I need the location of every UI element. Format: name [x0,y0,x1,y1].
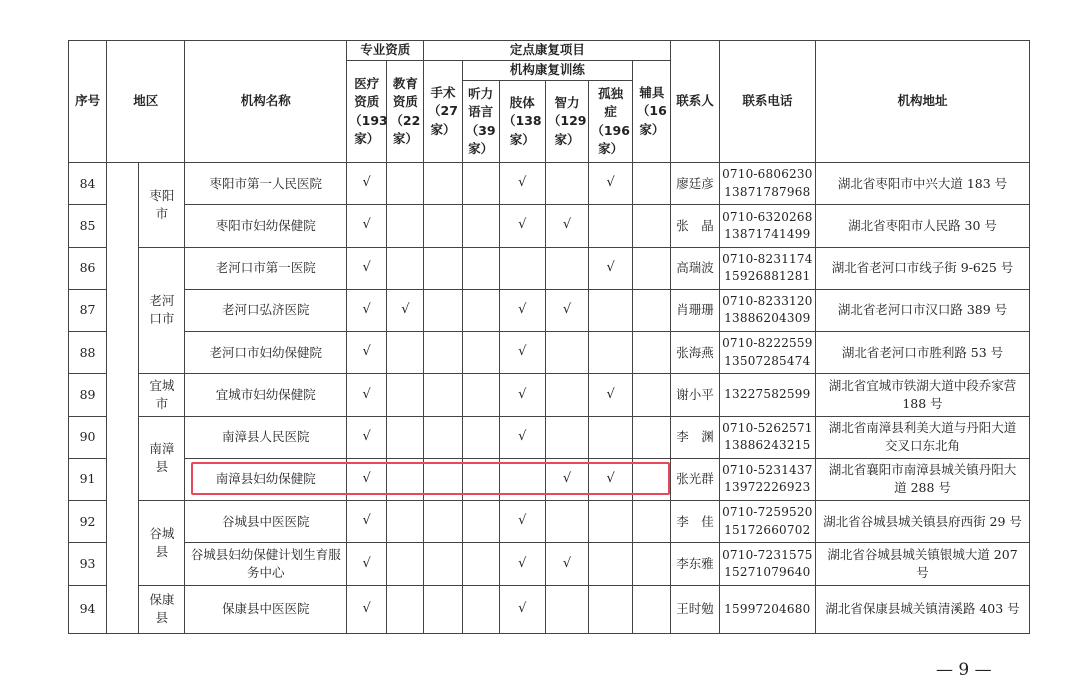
intel-cell [545,247,588,289]
header-aids: 辅具 （16 家） [633,61,671,163]
edu-qual-cell [387,205,424,247]
hearing-cell [462,374,499,416]
contact-name: 李 佳 [671,501,719,543]
med-qual-cell: √ [347,289,387,331]
limb-cell: √ [499,205,545,247]
limb-cell: √ [499,543,545,585]
aids-cell [633,163,671,205]
contact-name: 张海燕 [671,332,719,374]
header-phone: 联系电话 [719,41,815,163]
intel-cell [545,332,588,374]
limb-cell: √ [499,501,545,543]
med-qual-cell: √ [347,374,387,416]
header-med-qual: 医疗 资质 （193 家） [347,61,387,163]
med-qual-cell: √ [347,332,387,374]
med-qual-cell: √ [347,416,387,458]
row-seq: 85 [69,205,107,247]
limb-cell [499,247,545,289]
region-cell: 老河 口市 [139,247,185,374]
header-seq: 序号 [69,41,107,163]
page-number: — 9 — [936,660,992,680]
contact-phone: 0710-8222559 13507285474 [719,332,815,374]
autism-cell [589,289,633,331]
org-name: 宜城市妇幼保健院 [185,374,347,416]
table-row [69,332,1030,374]
surgery-cell [424,332,462,374]
row-seq: 93 [69,543,107,585]
autism-cell: √ [589,247,633,289]
header-surgery: 手术 （27 家） [424,61,462,163]
contact-phone: 0710-7231575 15271079640 [719,543,815,585]
org-address: 湖北省宜城市铁湖大道中段乔家营 188 号 [816,374,1030,416]
table-row [69,163,1030,205]
row-seq: 91 [69,458,107,500]
contact-name: 张光群 [671,458,719,500]
region-cell: 谷城 县 [139,501,185,586]
row-seq: 88 [69,332,107,374]
org-address: 湖北省老河口市线子街 9-625 号 [816,247,1030,289]
med-qual-cell: √ [347,501,387,543]
org-name: 保康县中医医院 [185,585,347,633]
edu-qual-cell [387,332,424,374]
contact-phone: 0710-6320268 13871741499 [719,205,815,247]
contact-phone: 15997204680 [719,585,815,633]
hearing-cell [462,205,499,247]
org-address: 湖北省保康县城关镇清溪路 403 号 [816,585,1030,633]
edu-qual-cell [387,585,424,633]
header-qual-group: 专业资质 [347,41,424,61]
intel-cell: √ [545,205,588,247]
autism-cell [589,501,633,543]
region-cell: 南漳 县 [139,416,185,501]
table-row [69,585,1030,633]
org-address: 湖北省谷城县城关镇银城大道 207 号 [816,543,1030,585]
surgery-cell [424,289,462,331]
aids-cell [633,416,671,458]
org-name: 南漳县妇幼保健院 [185,458,347,500]
hearing-cell [462,163,499,205]
highlight-box [191,462,670,495]
limb-cell: √ [499,289,545,331]
autism-cell: √ [589,458,633,500]
contact-phone: 0710-6806230 13871787968 [719,163,815,205]
row-seq: 86 [69,247,107,289]
table-row [69,416,1030,458]
autism-cell: √ [589,374,633,416]
region-cell: 宜城 市 [139,374,185,416]
header-org-name: 机构名称 [185,41,347,163]
table-row [69,543,1030,585]
table-row [69,205,1030,247]
autism-cell [589,332,633,374]
org-address: 湖北省南漳县利美大道与丹阳大道 交叉口东北角 [816,416,1030,458]
table-body [69,163,1030,634]
header-autism: 孤独 症 （196 家） [589,81,633,163]
row-seq: 92 [69,501,107,543]
limb-cell: √ [499,163,545,205]
surgery-cell [424,543,462,585]
table-row [69,501,1030,543]
surgery-cell [424,163,462,205]
region-cell: 保康 县 [139,585,185,633]
surgery-cell [424,416,462,458]
aids-cell [633,543,671,585]
intel-cell [545,416,588,458]
contact-name: 李东雅 [671,543,719,585]
med-qual-cell: √ [347,543,387,585]
contact-phone: 0710-8233120 13886204309 [719,289,815,331]
contact-phone: 0710-8231174 15926881281 [719,247,815,289]
intel-cell [545,585,588,633]
aids-cell [633,585,671,633]
autism-cell [589,543,633,585]
header-rehab-group: 定点康复项目 [424,41,671,61]
contact-name: 肖珊珊 [671,289,719,331]
header-region: 地区 [107,41,185,163]
hearing-cell [462,543,499,585]
contact-name: 廖廷彦 [671,163,719,205]
limb-cell: √ [499,374,545,416]
edu-qual-cell [387,416,424,458]
edu-qual-cell [387,543,424,585]
hearing-cell [462,289,499,331]
region-cell: 枣阳 市 [139,163,185,248]
limb-cell: √ [499,332,545,374]
hearing-cell [462,247,499,289]
edu-qual-cell [387,163,424,205]
table-row [69,374,1030,416]
intel-cell: √ [545,458,588,500]
org-address: 湖北省谷城县城关镇县府西街 29 号 [816,501,1030,543]
row-seq: 87 [69,289,107,331]
med-qual-cell: √ [347,163,387,205]
aids-cell [633,374,671,416]
surgery-cell [424,374,462,416]
contact-phone: 0710-7259520 15172660702 [719,501,815,543]
contact-name: 李 渊 [671,416,719,458]
org-name: 南漳县人民医院 [185,416,347,458]
hearing-cell [462,501,499,543]
table-row [69,247,1030,289]
autism-cell: √ [589,163,633,205]
org-address: 湖北省枣阳市中兴大道 183 号 [816,163,1030,205]
aids-cell [633,332,671,374]
org-address: 湖北省老河口市胜利路 53 号 [816,332,1030,374]
row-seq: 84 [69,163,107,205]
edu-qual-cell [387,374,424,416]
autism-cell [589,416,633,458]
org-name: 谷城县中医医院 [185,501,347,543]
intel-cell [545,374,588,416]
limb-cell: √ [499,416,545,458]
aids-cell [633,501,671,543]
contact-name: 谢小平 [671,374,719,416]
med-qual-cell: √ [347,585,387,633]
aids-cell [633,205,671,247]
intel-cell [545,501,588,543]
org-address: 湖北省襄阳市南漳县城关镇丹阳大 道 288 号 [816,458,1030,500]
institution-table [68,40,1030,634]
contact-phone: 0710-5262571 13886243215 [719,416,815,458]
contact-name: 张 晶 [671,205,719,247]
row-seq: 89 [69,374,107,416]
org-name: 老河口弘济医院 [185,289,347,331]
header-limb: 肢体 （138 家） [499,81,545,163]
hearing-cell [462,332,499,374]
org-name: 谷城县妇幼保健计划生育服 务中心 [185,543,347,585]
intel-cell [545,163,588,205]
autism-cell [589,585,633,633]
aids-cell [633,247,671,289]
org-name: 枣阳市妇幼保健院 [185,205,347,247]
header-edu-qual: 教育 资质 （22 家） [387,61,424,163]
hearing-cell [462,585,499,633]
org-address: 湖北省老河口市汉口路 389 号 [816,289,1030,331]
edu-qual-cell [387,247,424,289]
med-qual-cell: √ [347,247,387,289]
surgery-cell [424,205,462,247]
contact-name: 高瑞波 [671,247,719,289]
row-seq: 90 [69,416,107,458]
contact-phone: 13227582599 [719,374,815,416]
org-name: 老河口市妇幼保健院 [185,332,347,374]
edu-qual-cell [387,501,424,543]
med-qual-cell: √ [347,458,387,500]
limb-cell: √ [499,585,545,633]
contact-phone: 0710-5231437 13972226923 [719,458,815,500]
contact-name: 王时勉 [671,585,719,633]
table-row [69,289,1030,331]
intel-cell: √ [545,289,588,331]
prefecture-cell [107,163,139,634]
header-intel: 智力 （129 家） [545,81,588,163]
header-address: 机构地址 [816,41,1030,163]
surgery-cell [424,585,462,633]
med-qual-cell: √ [347,205,387,247]
header-contact: 联系人 [671,41,719,163]
hearing-cell [462,416,499,458]
edu-qual-cell: √ [387,289,424,331]
org-name: 枣阳市第一人民医院 [185,163,347,205]
intel-cell: √ [545,543,588,585]
surgery-cell [424,247,462,289]
header-training-group: 机构康复训练 [462,61,633,81]
surgery-cell [424,501,462,543]
row-seq: 94 [69,585,107,633]
org-name: 老河口市第一医院 [185,247,347,289]
org-address: 湖北省枣阳市人民路 30 号 [816,205,1030,247]
header-hearing: 听力 语言 （39 家） [462,81,499,163]
autism-cell [589,205,633,247]
aids-cell [633,289,671,331]
